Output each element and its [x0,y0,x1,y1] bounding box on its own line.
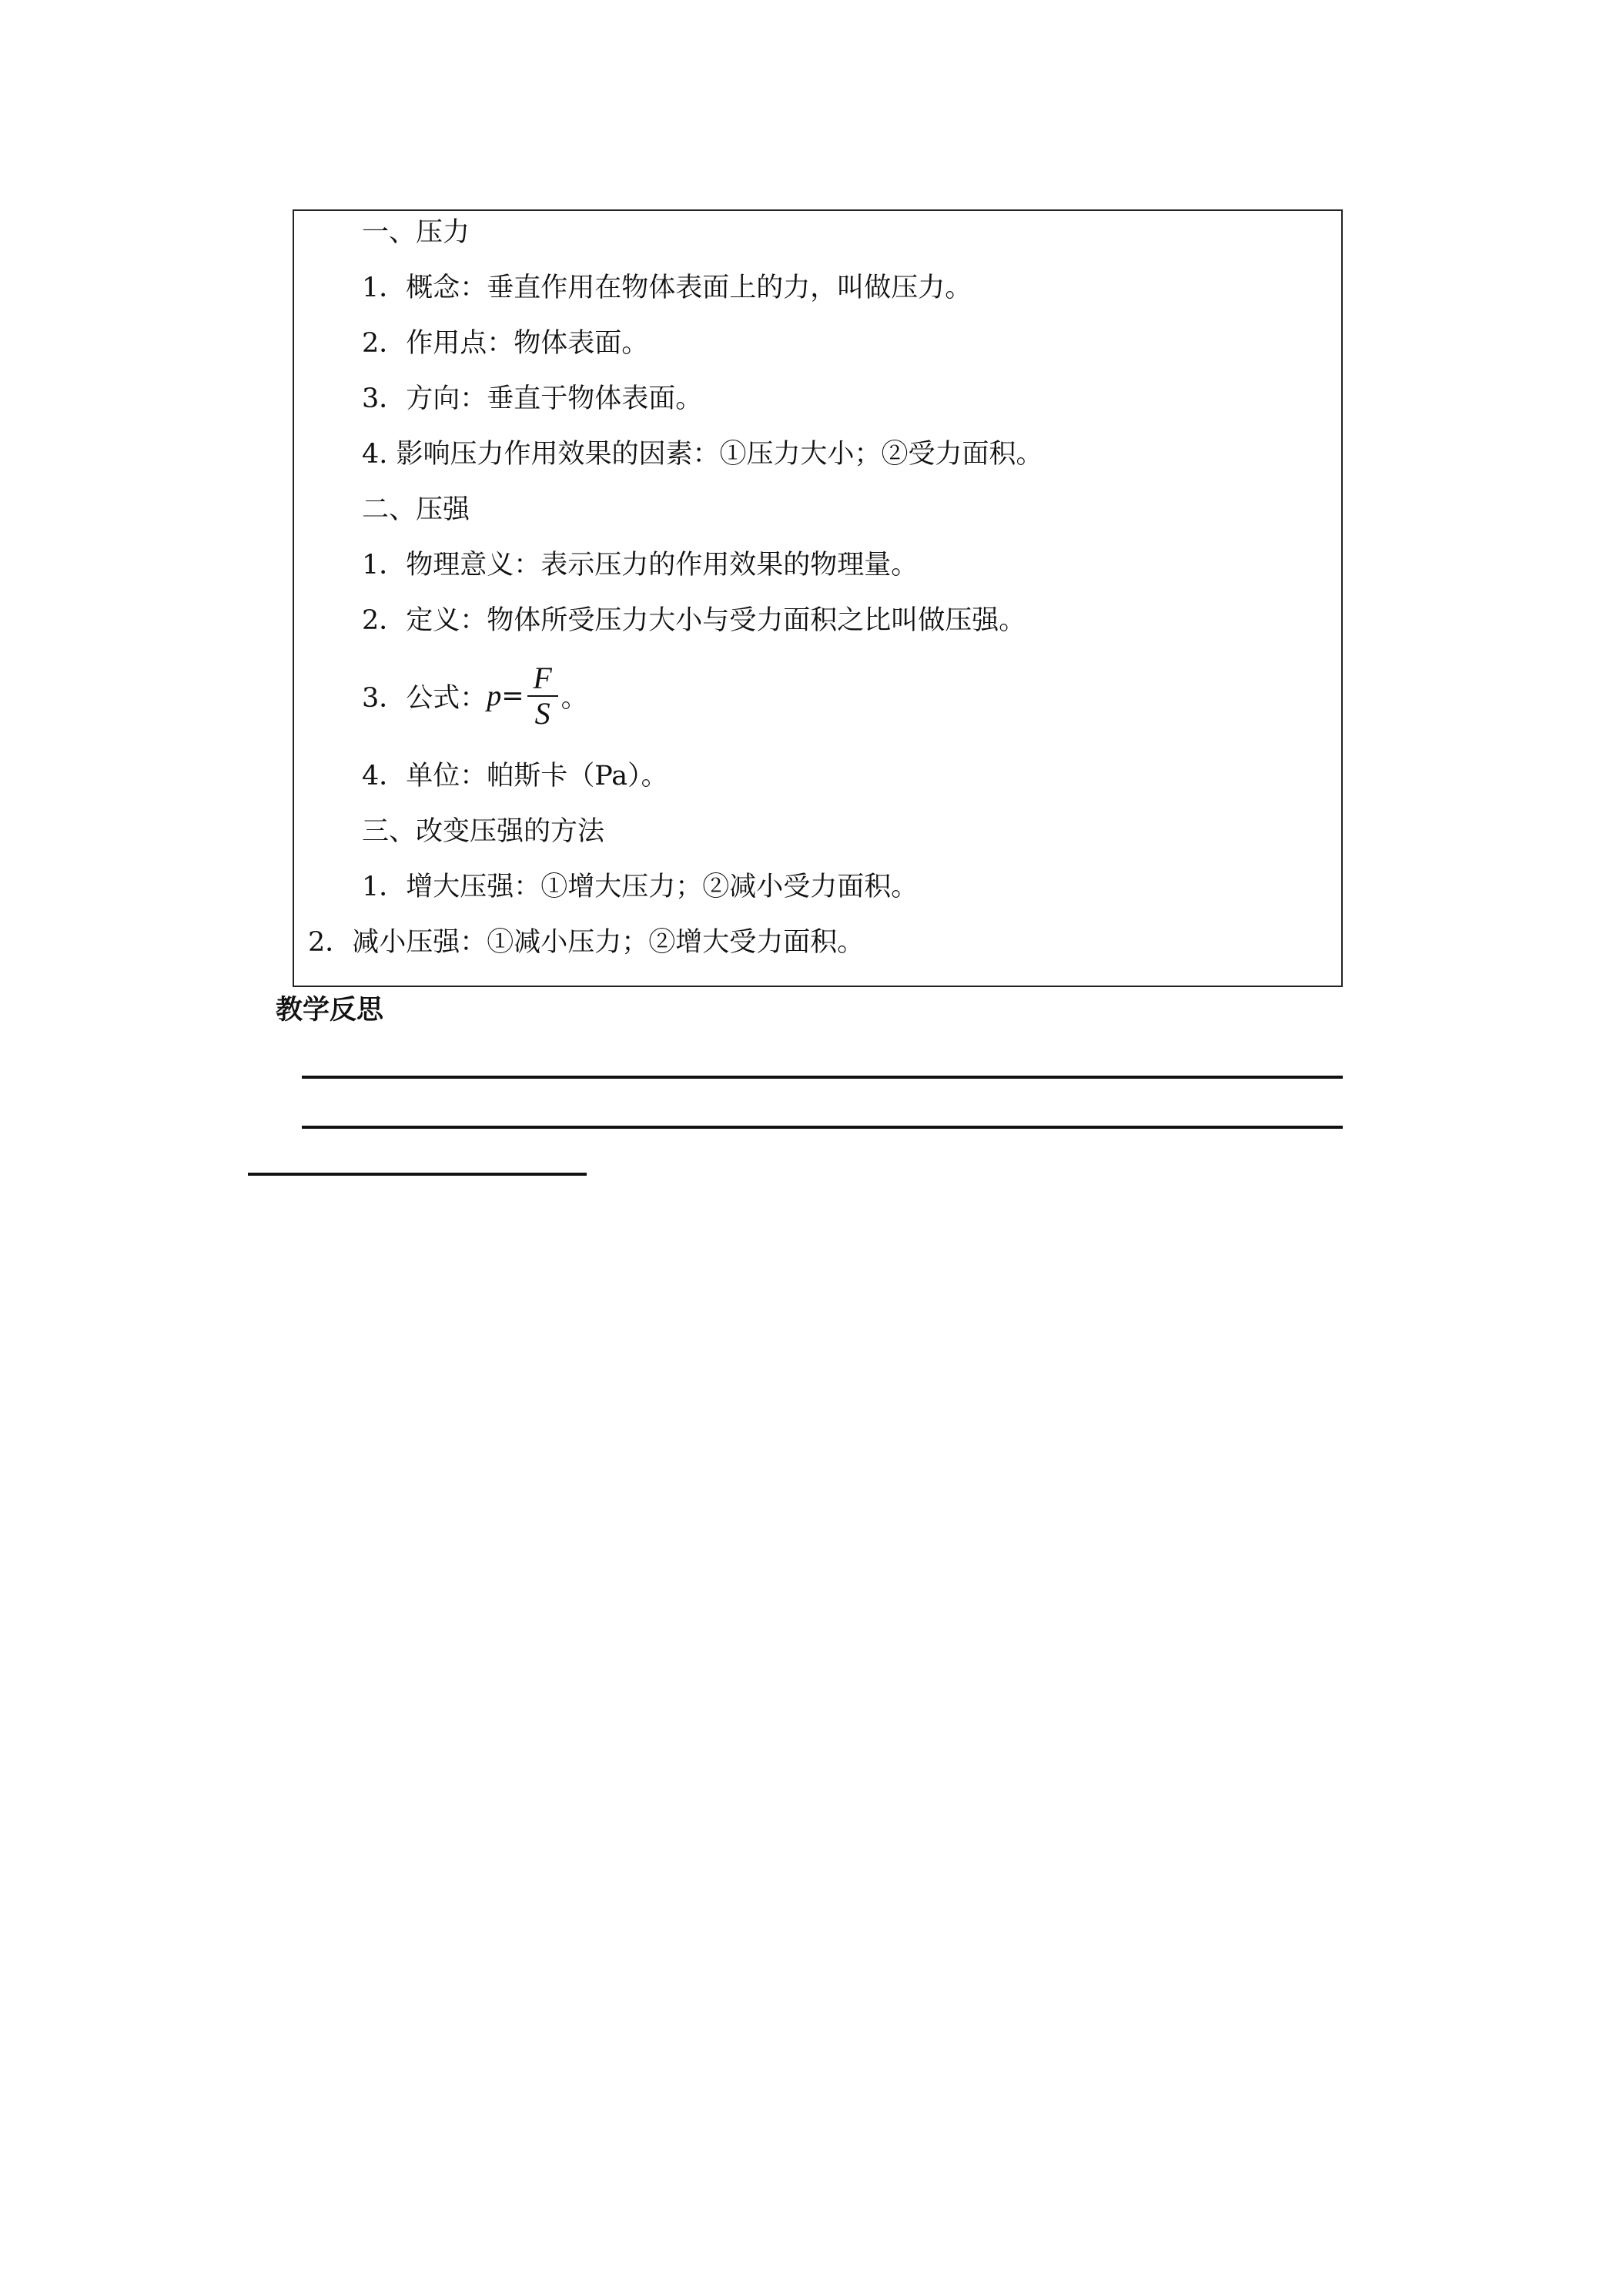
section-heading-pressure-intensity: 二、压强 [362,494,470,525]
physical-meaning-line: 1．物理意义：表示压力的作用效果的物理量。 [362,550,919,581]
direction-line: 3．方向：垂直于物体表面。 [362,383,703,414]
formula-prefix: 3．公式： [362,683,487,714]
formula-fraction [527,661,558,731]
formula-numerator: F [533,661,552,695]
reflection-title: 教学反思 [276,995,384,1026]
formula-denominator: S [534,696,550,731]
formula-variable-p: p [487,680,502,712]
concept-line: 1．概念：垂直作用在物体表面上的力，叫做压力。 [362,273,972,303]
factors-line: 4. 影响压力作用效果的因素：①压力大小；②受力面积。 [362,439,1043,470]
reflection-line-2 [302,1126,1343,1129]
formula-line [362,658,588,735]
unit-line: 4．单位：帕斯卡（Pa）。 [362,761,668,792]
content-box [293,209,1343,987]
definition-line: 2．定义：物体所受压力大小与受力面积之比叫做压强。 [362,605,1026,636]
decrease-pressure-line: 2．减小压强：①减小压力；②增大受力面积。 [308,927,865,958]
reflection-line-1 [302,1076,1343,1079]
increase-pressure-line: 1．增大压强：①增大压力；②减小受力面积。 [362,872,919,902]
section-heading-methods: 三、改变压强的方法 [362,816,605,847]
section-heading-pressure: 一、压力 [362,217,470,248]
action-point-line: 2．作用点：物体表面。 [362,328,649,359]
footnote-separator [248,1173,587,1176]
formula-suffix: 。 [561,683,588,714]
formula-equals: = [501,681,524,711]
